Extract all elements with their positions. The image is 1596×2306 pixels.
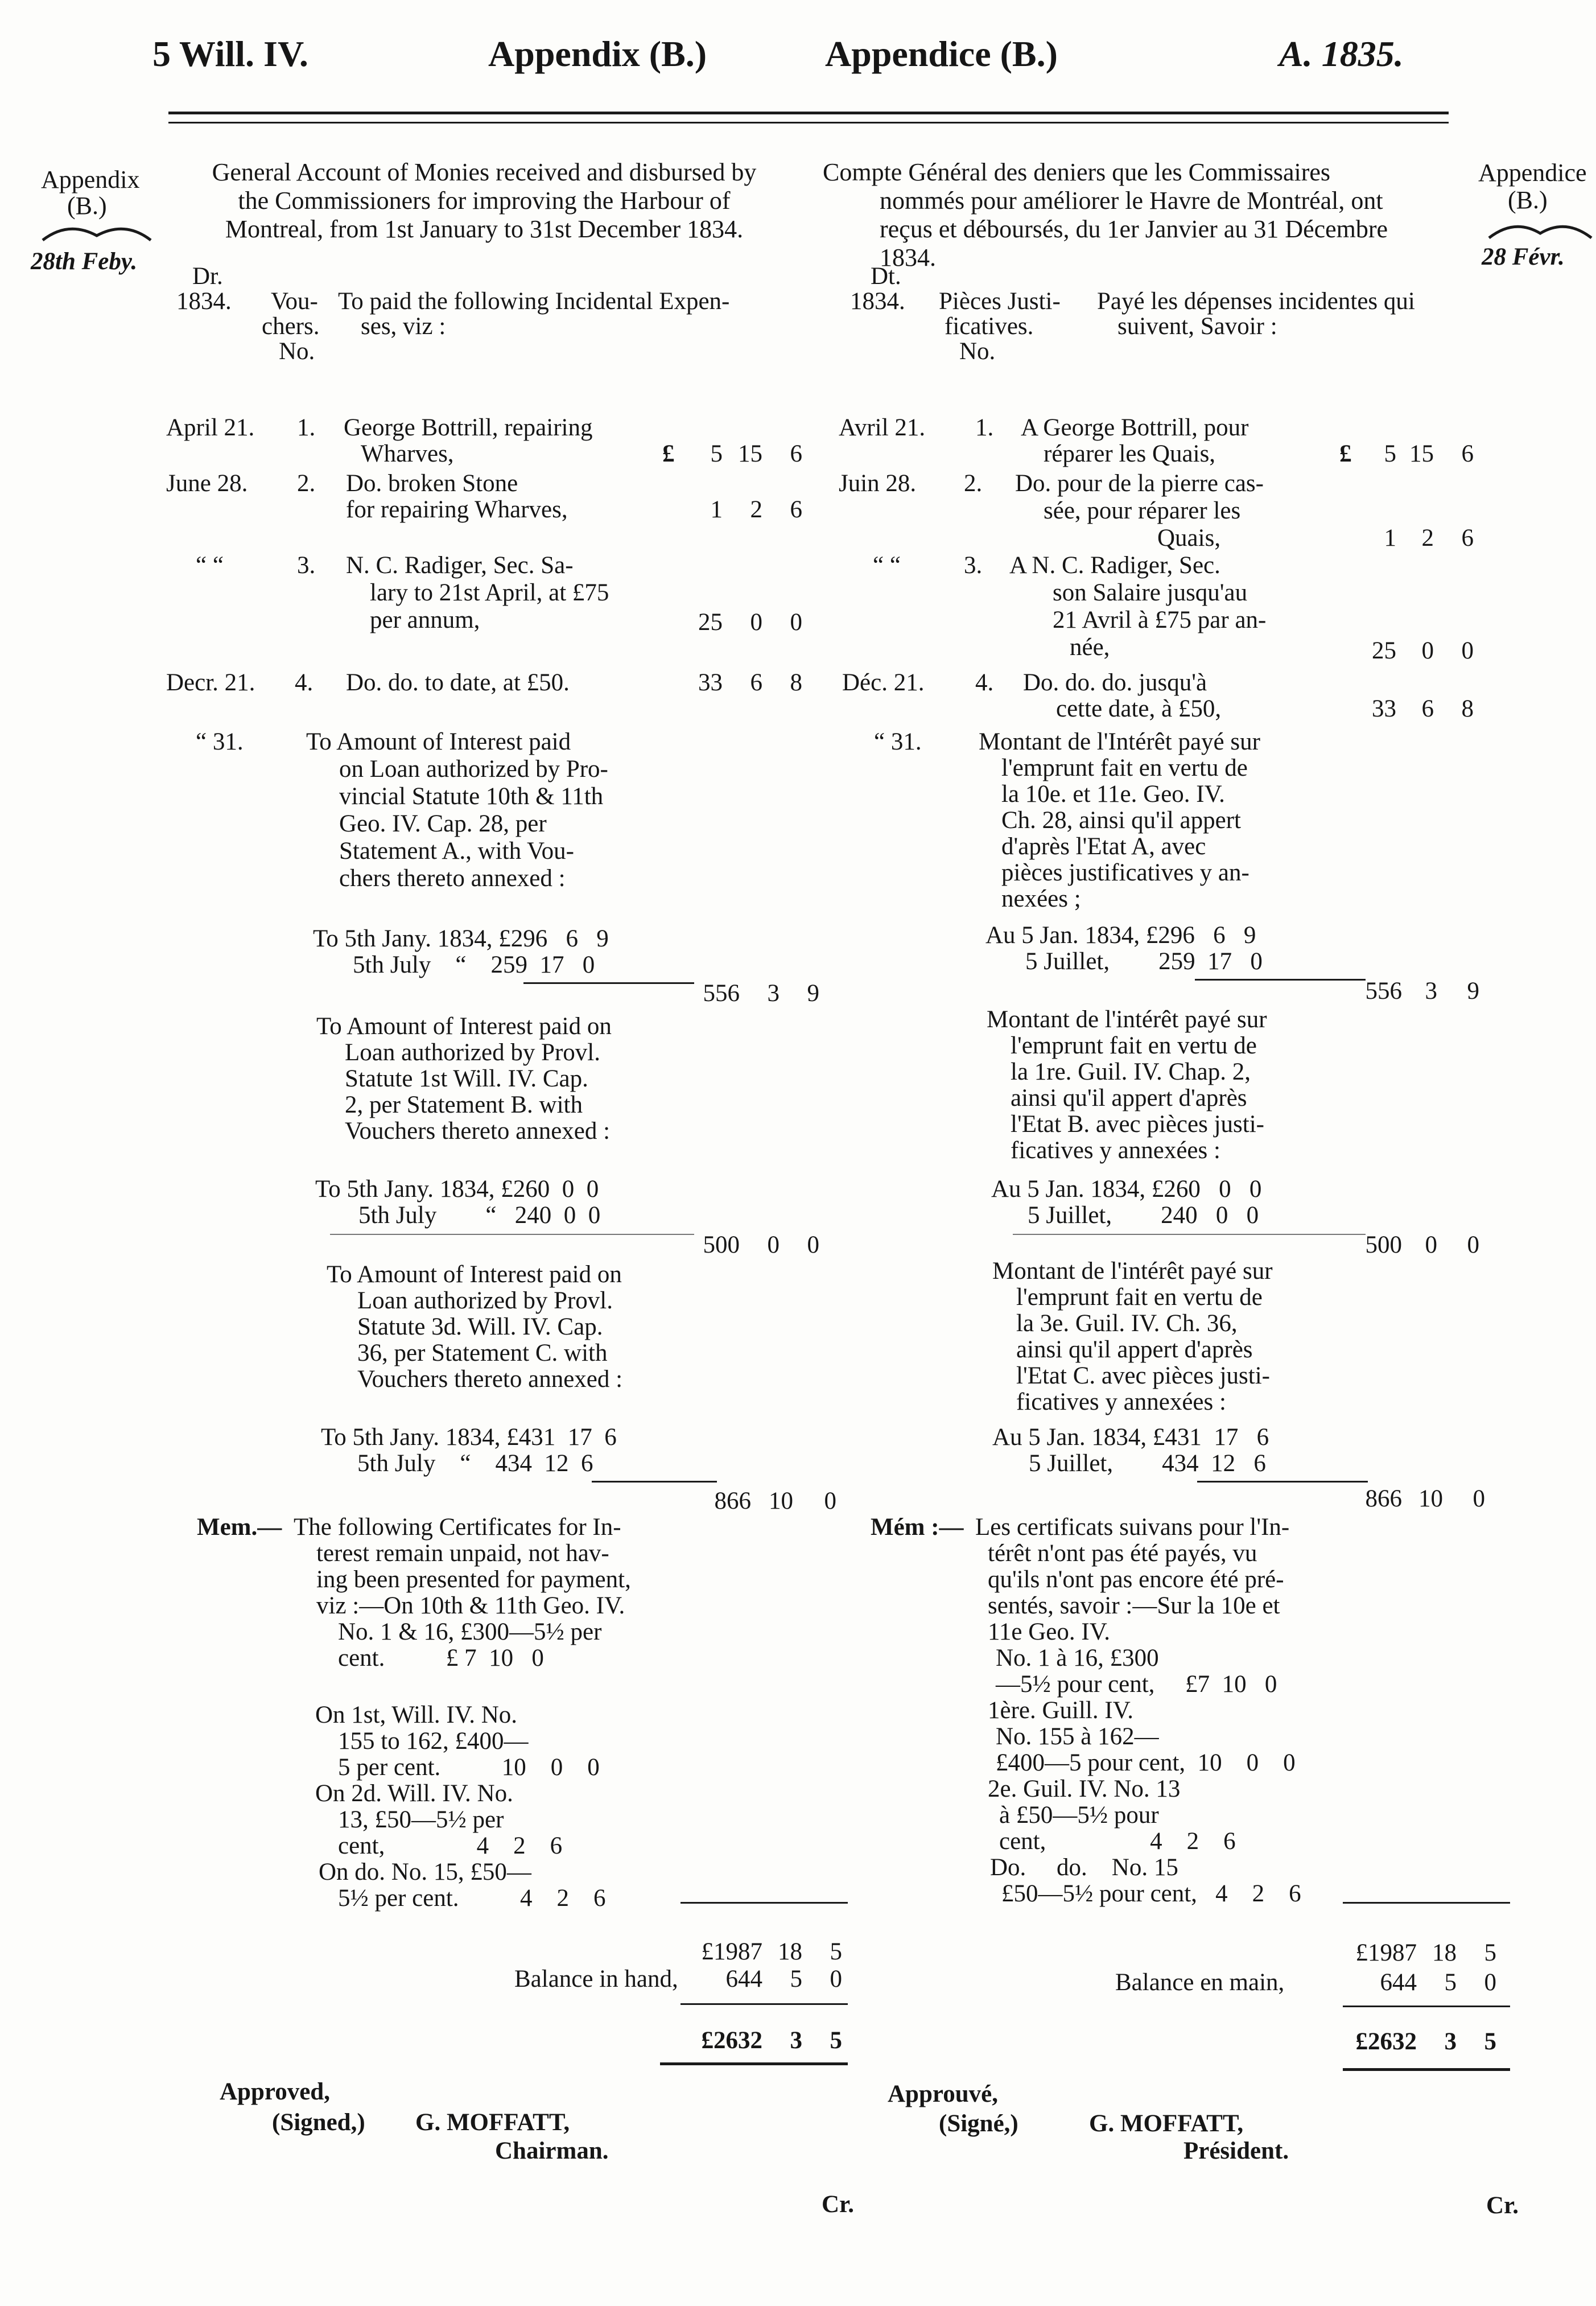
memo-certificate: 155 to 162, £400—: [338, 1728, 529, 1755]
amount-shillings: 0: [767, 1232, 780, 1258]
english-col-desc: ses, viz :: [361, 313, 446, 340]
amount-shillings: 15: [738, 440, 762, 467]
interest-b-description: Montant de l'intérêt payé sur: [987, 1006, 1267, 1033]
amount-pounds: 5: [710, 440, 723, 467]
memo-lead: Mem.—: [197, 1514, 282, 1541]
interest-c-payment: To 5th Jany. 1834, £431 17 6: [321, 1424, 617, 1451]
entry-description: Geo. IV. Cap. 28, per: [339, 810, 547, 837]
entry-description: A George Bottrill, pour: [1021, 414, 1249, 441]
amount-pence: 6: [790, 440, 802, 467]
interest-a-rule: [1195, 979, 1366, 981]
english-col-year: 1834.: [176, 288, 232, 315]
margin-left-ornament: [40, 223, 154, 246]
entry-description: per annum,: [370, 607, 480, 633]
french-intro-line: Compte Général des deniers que les Commissaires: [823, 158, 1331, 186]
entry-number: 3.: [297, 552, 316, 579]
interest-b-description: 2, per Statement B. with: [345, 1092, 583, 1118]
entry-date: “ 31.: [196, 728, 244, 755]
grand-total-pence: 5: [1484, 2028, 1496, 2055]
interest-c-description: la 3e. Guil. IV. Ch. 36,: [1016, 1310, 1238, 1337]
entry-description: sée, pour réparer les: [1044, 497, 1241, 524]
entry-description: Montant de l'Intérêt payé sur: [979, 728, 1260, 755]
balance-pounds: 644: [725, 1966, 762, 1992]
interest-b-description: ficatives y annexées :: [1011, 1137, 1220, 1164]
memo-certificate: 1ère. Guill. IV.: [988, 1697, 1133, 1724]
subtotal-shillings: 18: [778, 1938, 802, 1965]
amount-pence: 0: [1473, 1485, 1485, 1512]
french-cr: Cr.: [1486, 2192, 1519, 2219]
total-rule-bottom: [660, 2062, 848, 2065]
french-col-vouchers: Pièces Justi-: [939, 288, 1061, 315]
amount-pounds: 500: [1365, 1232, 1402, 1258]
amount-pounds: 500: [703, 1232, 740, 1258]
entry-date: Déc. 21.: [842, 669, 925, 696]
entry-description: son Salaire jusqu'au: [1053, 579, 1248, 606]
interest-a-payment: To 5th Jany. 1834, £296 6 9: [313, 925, 609, 952]
signatory-role: Président.: [1183, 2138, 1289, 2164]
interest-c-description: ficatives y annexées :: [1016, 1389, 1226, 1415]
entry-description: Ch. 28, ainsi qu'il appert: [1001, 807, 1241, 834]
memo-line: sentés, savoir :—Sur la 10e et: [988, 1592, 1280, 1619]
memo-line: The following Certificates for In-: [294, 1514, 621, 1541]
memo-certificate: 13, £50—5½ per: [338, 1806, 504, 1833]
signatory-name: G. MOFFATT,: [415, 2109, 570, 2136]
signed-label: (Signé,): [939, 2110, 1018, 2137]
amount-shillings: 0: [750, 609, 762, 636]
session-year: A. 1835.: [1279, 34, 1404, 74]
amount-pence: 0: [824, 1488, 836, 1514]
memo-certificate: 2e. Guil. IV. No. 13: [988, 1776, 1181, 1802]
memo-line: Les certificats suivans pour l'In-: [975, 1514, 1290, 1541]
english-cr: Cr.: [822, 2191, 854, 2218]
interest-c-payment: Au 5 Jan. 1834, £431 17 6: [992, 1424, 1269, 1451]
entry-date: Juin 28.: [839, 470, 917, 497]
title-english: Appendix (B.): [488, 34, 707, 74]
entry-number: 1.: [975, 414, 994, 441]
interest-c-rule: [592, 1481, 717, 1483]
amount-pounds: 1: [710, 496, 723, 523]
interest-c-description: ainsi qu'il appert d'après: [1016, 1336, 1253, 1363]
entry-date: “ “: [196, 552, 224, 579]
entry-description: Wharves,: [361, 440, 454, 467]
amount-shillings: 3: [1425, 978, 1437, 1004]
balance-pence: 0: [1484, 1969, 1496, 1996]
entry-description: Quais,: [1157, 525, 1221, 551]
entry-description: A N. C. Radiger, Sec.: [1009, 552, 1220, 579]
approved-label: Approuvé,: [888, 2081, 998, 2107]
memo-certificate: £400—5 pour cent, 10 0 0: [996, 1749, 1296, 1776]
french-col-year: 1834.: [850, 288, 905, 315]
entry-description: vincial Statute 10th & 11th: [339, 783, 604, 810]
margin-right-ornament: [1486, 221, 1594, 244]
interest-a-payment: 5th July “ 259 17 0: [353, 952, 595, 978]
total-rule-top: [681, 2003, 848, 2005]
memo-line: viz :—On 10th & 11th Geo. IV.: [316, 1592, 625, 1619]
currency-sign: £: [662, 440, 675, 467]
amount-pence: 6: [790, 496, 802, 523]
amount-pence: 0: [807, 1232, 819, 1258]
english-dr: Dr.: [192, 263, 223, 290]
interest-a-payment: Au 5 Jan. 1834, £296 6 9: [985, 922, 1256, 949]
amount-shillings: 2: [1421, 525, 1434, 551]
french-intro: [823, 158, 1469, 272]
memo-certificate: No. 155 à 162—: [996, 1723, 1159, 1750]
interest-c-payment: 5th July “ 434 12 6: [357, 1450, 593, 1477]
margin-right-date: 28 Févr.: [1482, 244, 1565, 270]
entry-date: Avril 21.: [839, 414, 926, 441]
entry-number: 2.: [964, 470, 983, 497]
entry-description: nexées ;: [1001, 886, 1081, 912]
memo-line: terest remain unpaid, not hav-: [316, 1540, 609, 1567]
amount-shillings: 15: [1409, 440, 1434, 467]
memo-line: térêt n'ont pas été payés, vu: [988, 1540, 1257, 1567]
memo-certificate: 5½ per cent. 4 2 6: [338, 1885, 606, 1912]
subtotal-pounds: £1987: [701, 1938, 762, 1965]
amount-pence: 8: [1461, 695, 1474, 722]
amount-pence: 0: [790, 609, 802, 636]
title-french: Appendice (B.): [825, 34, 1058, 74]
interest-c-description: Loan authorized by Provl.: [357, 1287, 613, 1314]
entry-number: 2.: [297, 470, 316, 497]
balance-label: Balance in hand,: [514, 1966, 678, 1992]
amount-shillings: 6: [750, 669, 762, 696]
entry-description: l'emprunt fait en vertu de: [1001, 755, 1248, 781]
amount-shillings: 10: [1418, 1485, 1443, 1512]
amount-pounds: 33: [1372, 695, 1396, 722]
entry-description: cette date, à £50,: [1056, 695, 1222, 722]
regnal-year: 5 Will. IV.: [152, 34, 308, 74]
entry-description: 21 Avril à £75 par an-: [1053, 607, 1267, 633]
entry-description: pièces justificatives y an-: [1001, 859, 1249, 886]
interest-b-description: Loan authorized by Provl.: [345, 1039, 601, 1066]
entry-description: chers thereto annexed :: [339, 865, 566, 892]
margin-left-letter: (B.): [67, 192, 107, 220]
entry-number: 4.: [975, 669, 994, 696]
entry-number: 1.: [297, 414, 316, 441]
english-intro-line: General Account of Monies received and disbursed by: [212, 158, 757, 186]
header-rule-top: [168, 112, 1449, 114]
entry-description: Do. broken Stone: [346, 470, 518, 497]
entry-description: Do. pour de la pierre cas-: [1015, 470, 1264, 497]
entry-description: Statement A., with Vou-: [339, 838, 574, 864]
memo-certificate: On 2d. Will. IV. No.: [315, 1780, 513, 1807]
memo-certificate: £50—5½ pour cent, 4 2 6: [1001, 1880, 1301, 1907]
currency-sign: £: [1339, 440, 1352, 467]
entry-description: for repairing Wharves,: [346, 496, 568, 523]
amount-pounds: 33: [698, 669, 723, 696]
interest-b-payment: Au 5 Jan. 1834, £260 0 0: [991, 1176, 1262, 1203]
amount-pounds: 556: [703, 980, 740, 1007]
memo-line: qu'ils n'ont pas encore été pré-: [988, 1566, 1284, 1593]
subtotal-pence: 5: [1484, 1939, 1496, 1966]
signatory-name: G. MOFFATT,: [1089, 2110, 1244, 2137]
subtotal-rule: [681, 1902, 848, 1904]
approved-label: Approved,: [220, 2078, 330, 2105]
interest-c-description: Montant de l'intérêt payé sur: [992, 1258, 1273, 1284]
amount-shillings: 3: [767, 980, 780, 1007]
memo-certificate: On 1st, Will. IV. No.: [315, 1702, 518, 1728]
memo-certificate: à £50—5½ pour: [999, 1802, 1159, 1829]
french-intro-line: nommés pour améliorer le Havre de Montréal, ont: [880, 187, 1383, 215]
grand-total-pounds: £2632: [1355, 2028, 1417, 2055]
memo-line: 11e Geo. IV.: [988, 1619, 1110, 1645]
grand-total-pounds: £2632: [701, 2027, 762, 2054]
english-col-desc: To paid the following Incidental Expen-: [338, 288, 730, 315]
margin-right-letter: (B.): [1508, 186, 1548, 214]
french-col-desc: suivent, Savoir :: [1117, 313, 1277, 340]
entry-description: Do. do. do. jusqu'à: [1023, 669, 1207, 696]
french-dt: Dt.: [871, 263, 901, 290]
amount-pounds: 5: [1384, 440, 1396, 467]
interest-b-description: la 1re. Guil. IV. Chap. 2,: [1011, 1059, 1251, 1085]
amount-pence: 6: [1461, 525, 1474, 551]
interest-c-description: l'Etat C. avec pièces justi-: [1016, 1362, 1270, 1389]
entry-description: née,: [1070, 634, 1110, 661]
amount-shillings: 10: [769, 1488, 793, 1514]
amount-pounds: 1: [1384, 525, 1396, 551]
signed-label: (Signed,): [272, 2109, 365, 2136]
entry-number: 4.: [295, 669, 314, 696]
interest-c-description: To Amount of Interest paid on: [327, 1261, 622, 1288]
header-rule-bottom: [168, 122, 1449, 123]
memo-lead: Mém :—: [871, 1514, 964, 1541]
interest-b-description: Statute 1st Will. IV. Cap.: [345, 1065, 588, 1092]
interest-b-payment: 5 Juillet, 240 0 0: [1028, 1202, 1259, 1229]
memo-certificate: On do. No. 15, £50—: [319, 1859, 531, 1885]
english-col-vouchers: No.: [279, 338, 315, 365]
french-col-desc: Payé les dépenses incidentes qui: [1097, 288, 1415, 315]
memo-line: No. 1 & 16, £300—5½ per: [338, 1619, 602, 1645]
amount-pence: 9: [1467, 978, 1479, 1004]
balance-pence: 0: [830, 1966, 842, 1992]
interest-c-description: 36, per Statement C. with: [357, 1340, 608, 1366]
amount-pounds: 25: [1372, 637, 1396, 664]
entry-date: Decr. 21.: [166, 669, 255, 696]
french-intro-line: reçus et déboursés, du 1er Janvier au 31 Décembre: [880, 215, 1388, 243]
french-col-vouchers: No.: [959, 338, 996, 365]
grand-total-shillings: 3: [790, 2027, 802, 2054]
entry-description: To Amount of Interest paid: [306, 728, 571, 755]
balance-shillings: 5: [790, 1966, 802, 1992]
memo-certificate: 5 per cent. 10 0 0: [338, 1754, 600, 1781]
entry-description: d'après l'Etat A, avec: [1001, 833, 1206, 860]
margin-right-label: Appendice: [1478, 159, 1587, 187]
balance-label: Balance en main,: [1115, 1969, 1285, 1996]
entry-date: “ 31.: [874, 728, 922, 755]
interest-c-rule: [1197, 1481, 1368, 1483]
balance-pounds: 644: [1380, 1969, 1417, 1996]
interest-c-payment: 5 Juillet, 434 12 6: [1029, 1450, 1266, 1477]
french-intro-line: 1834.: [880, 244, 936, 271]
entry-description: la 10e. et 11e. Geo. IV.: [1001, 781, 1225, 808]
interest-b-rule: [1013, 1234, 1366, 1235]
memo-line: cent. £ 7 10 0: [338, 1645, 544, 1671]
entry-date: April 21.: [166, 414, 255, 441]
entry-description: N. C. Radiger, Sec. Sa-: [346, 552, 574, 579]
amount-pence: 0: [1461, 637, 1474, 664]
grand-total-shillings: 3: [1444, 2028, 1457, 2055]
interest-b-description: ainsi qu'il appert d'après: [1011, 1085, 1247, 1111]
interest-b-payment: 5th July “ 240 0 0: [358, 1202, 601, 1229]
amount-pounds: 556: [1365, 978, 1402, 1004]
total-rule-bottom: [1343, 2068, 1510, 2071]
interest-b-description: To Amount of Interest paid on: [316, 1013, 612, 1040]
subtotal-shillings: 18: [1432, 1939, 1457, 1966]
interest-a-rule: [523, 982, 694, 984]
entry-number: 3.: [964, 552, 983, 579]
total-rule-top: [1343, 2006, 1510, 2007]
interest-c-description: Vouchers thereto annexed :: [357, 1366, 623, 1393]
subtotal-rule: [1343, 1902, 1510, 1904]
margin-left-label: Appendix: [41, 166, 140, 193]
interest-b-description: Vouchers thereto annexed :: [345, 1118, 611, 1144]
subtotal-pounds: £1987: [1355, 1939, 1417, 1966]
signatory-role: Chairman.: [495, 2138, 609, 2164]
memo-certificate: cent, 4 2 6: [999, 1828, 1236, 1855]
english-col-vouchers: chers.: [262, 313, 320, 340]
amount-shillings: 2: [750, 496, 762, 523]
amount-shillings: 6: [1421, 695, 1434, 722]
amount-pounds: 25: [698, 609, 723, 636]
entry-description: lary to 21st April, at £75: [370, 579, 609, 606]
amount-pounds: 866: [714, 1488, 751, 1514]
amount-shillings: 0: [1421, 637, 1434, 664]
balance-shillings: 5: [1444, 1969, 1457, 1996]
entry-date: “ “: [873, 552, 901, 579]
amount-pence: 9: [807, 980, 819, 1007]
entry-date: June 28.: [166, 470, 248, 497]
memo-line: No. 1 à 16, £300: [996, 1645, 1159, 1671]
subtotal-pence: 5: [830, 1938, 842, 1965]
amount-pence: 6: [1461, 440, 1474, 467]
grand-total-pence: 5: [830, 2027, 842, 2054]
english-intro-line: the Commissioners for improving the Harbour of: [238, 187, 731, 215]
interest-b-description: l'Etat B. avec pièces justi-: [1011, 1111, 1264, 1138]
interest-b-rule: [330, 1234, 694, 1235]
entry-description: George Bottrill, repairing: [344, 414, 593, 441]
memo-certificate: cent, 4 2 6: [338, 1833, 563, 1859]
french-col-vouchers: ficatives.: [945, 313, 1034, 340]
amount-shillings: 0: [1425, 1232, 1437, 1258]
interest-b-payment: To 5th Jany. 1834, £260 0 0: [315, 1176, 599, 1203]
margin-left-date: 28th Feby.: [31, 248, 138, 275]
entry-description: on Loan authorized by Pro-: [339, 756, 608, 783]
memo-line: —5½ pour cent, £7 10 0: [996, 1671, 1277, 1698]
amount-pounds: 866: [1365, 1485, 1402, 1512]
memo-line: ing been presented for payment,: [316, 1566, 631, 1593]
entry-description: Do. do. to date, at £50.: [346, 669, 570, 696]
entry-description: réparer les Quais,: [1044, 440, 1216, 467]
english-col-vouchers: Vou-: [271, 288, 318, 315]
interest-c-description: l'emprunt fait en vertu de: [1016, 1284, 1263, 1311]
memo-certificate: Do. do. No. 15: [990, 1854, 1178, 1881]
amount-pence: 0: [1467, 1232, 1479, 1258]
interest-a-payment: 5 Juillet, 259 17 0: [1025, 948, 1263, 975]
interest-b-description: l'emprunt fait en vertu de: [1011, 1032, 1257, 1059]
interest-c-description: Statute 3d. Will. IV. Cap.: [357, 1313, 603, 1340]
amount-pence: 8: [790, 669, 802, 696]
english-intro: [163, 158, 806, 244]
english-intro-line: Montreal, from 1st January to 31st December 1834.: [225, 215, 744, 243]
